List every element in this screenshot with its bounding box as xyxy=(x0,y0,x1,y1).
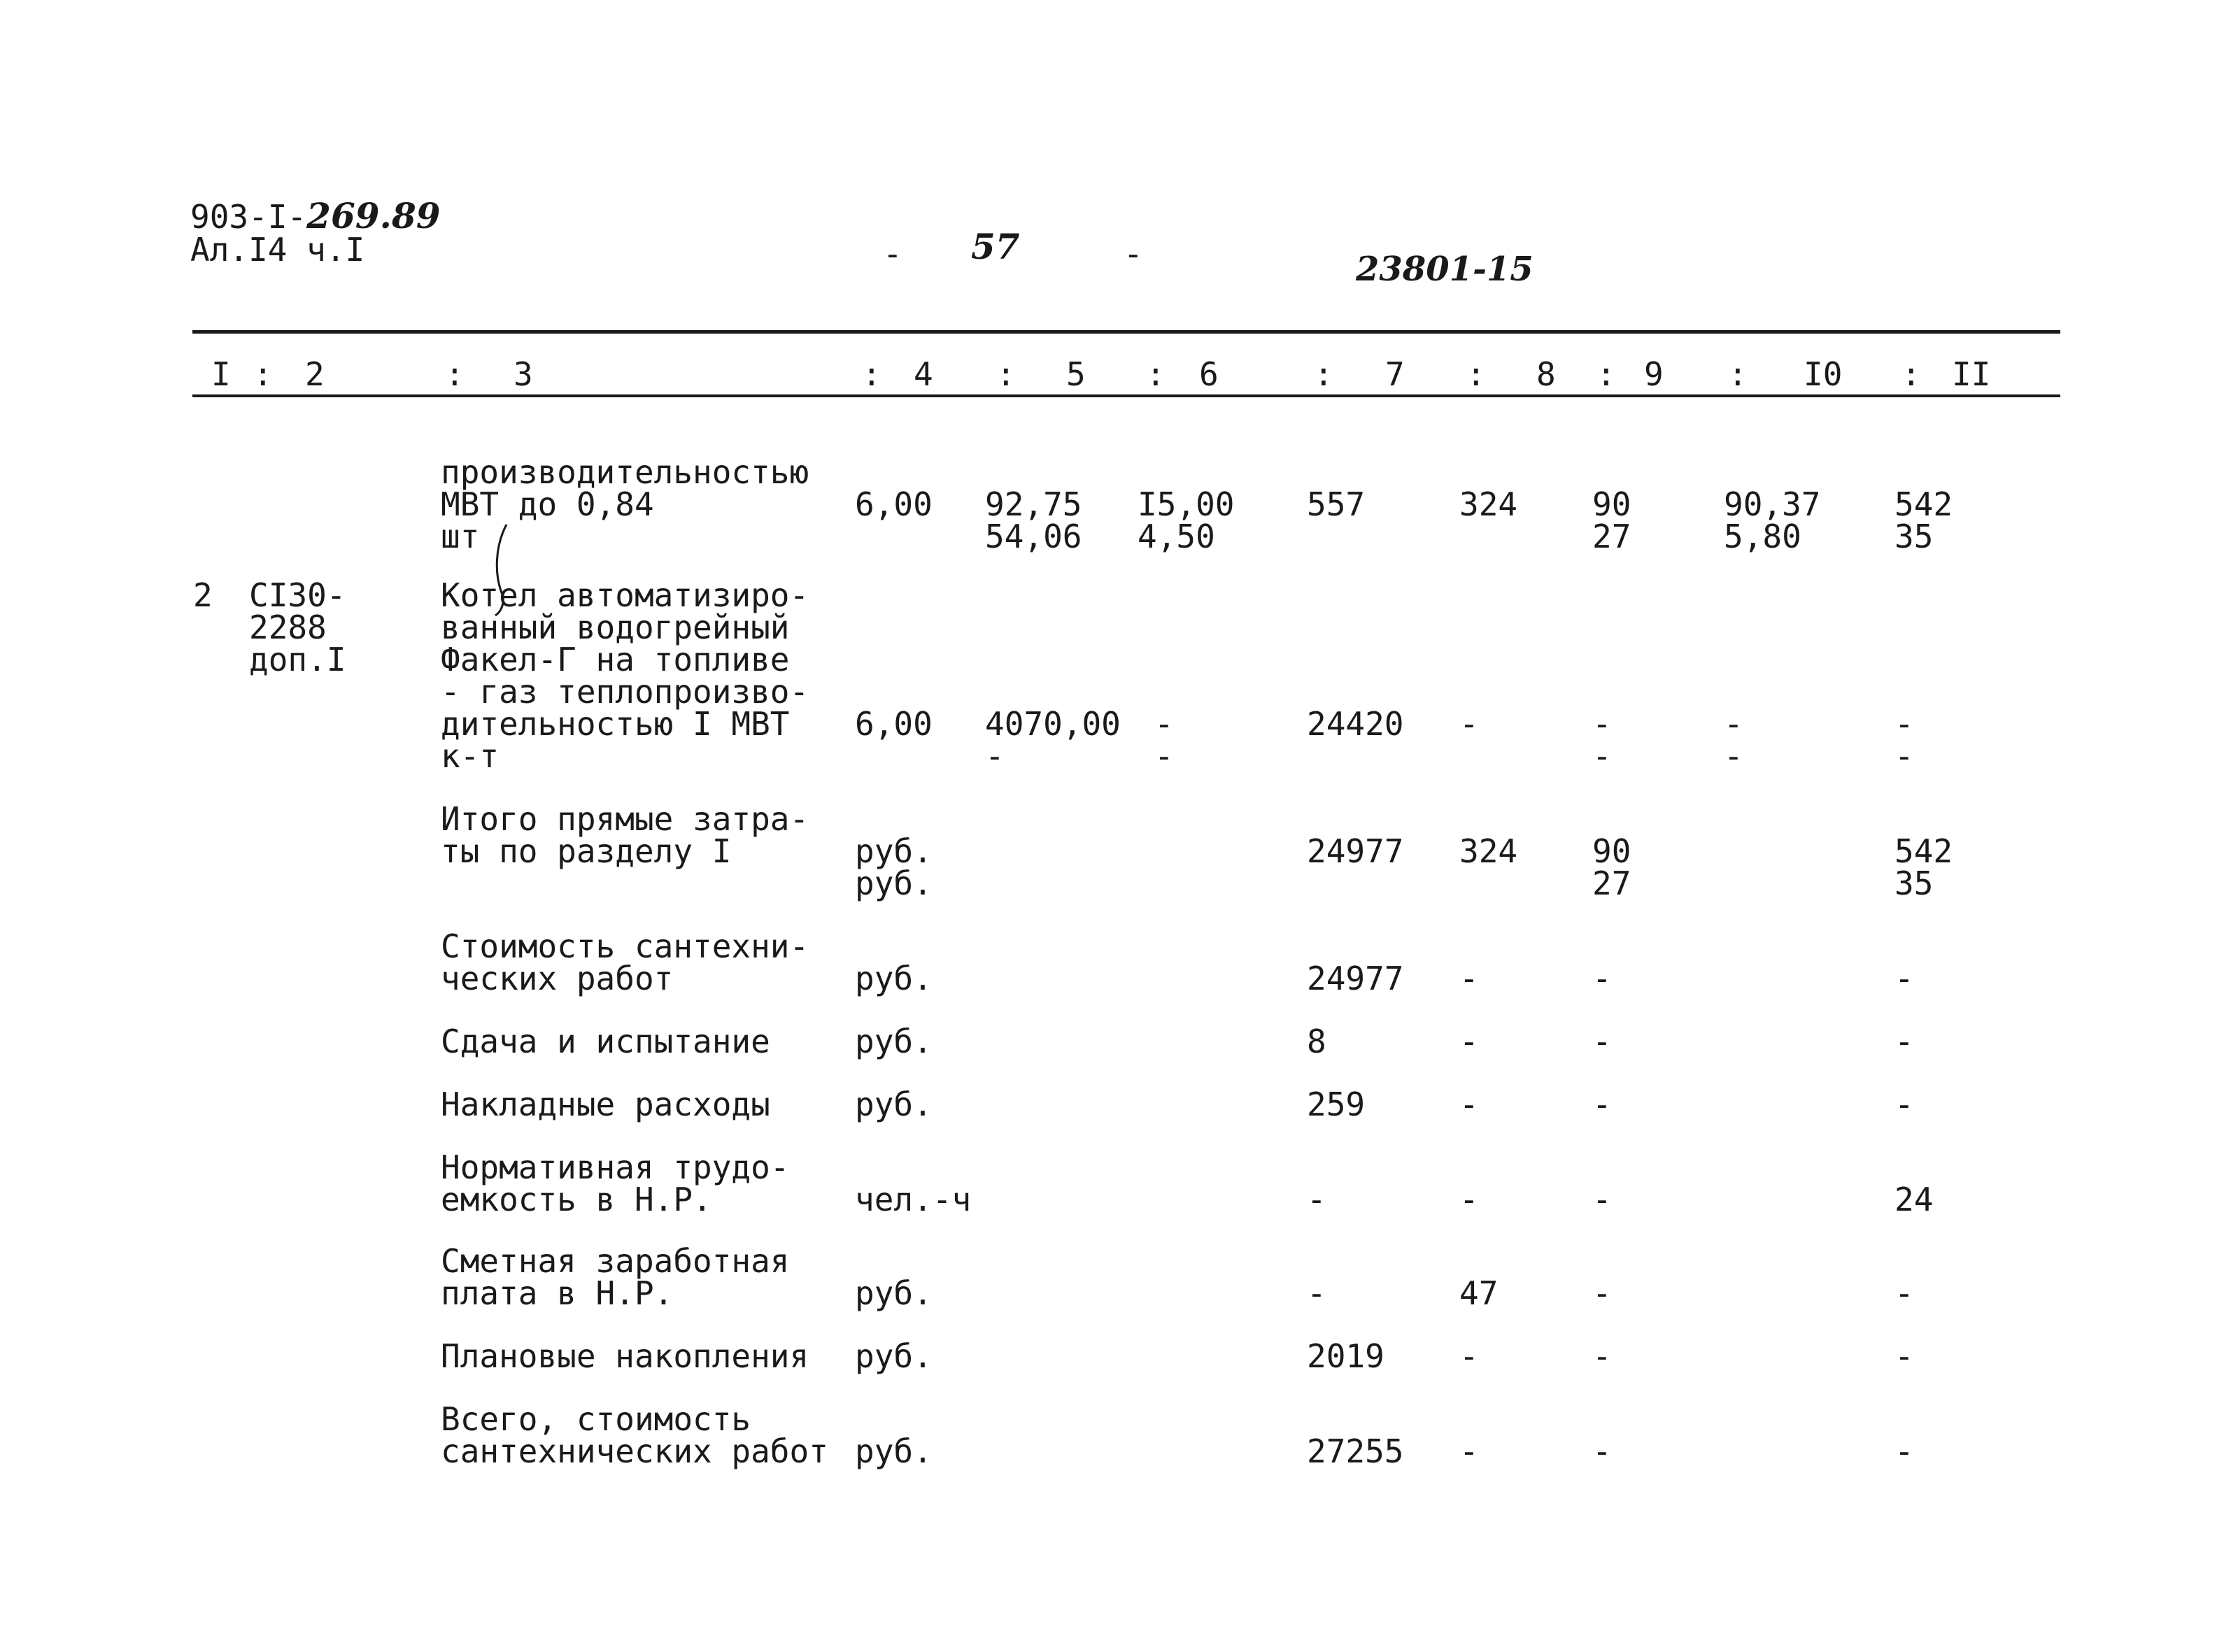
cell-col-8: - xyxy=(1459,960,1479,997)
cell-col-8: 324 xyxy=(1459,832,1518,870)
document-code xyxy=(190,195,441,236)
cell-col-9: - xyxy=(1592,1181,1612,1218)
column-header-rule xyxy=(192,394,2060,397)
cell-col-11: 542 35 xyxy=(1894,485,1953,555)
cell-total-cost: - xyxy=(1307,1274,1326,1312)
cell-unit: руб. xyxy=(855,1432,933,1470)
cell-col-11: - - xyxy=(1894,705,1914,775)
page-dash-left: - xyxy=(883,235,902,273)
cell-col-10: - - xyxy=(1724,705,1743,775)
cell-col-9: 90 27 xyxy=(1592,485,1631,555)
cell-col-9: - xyxy=(1592,1085,1612,1123)
cell-col-9: - - xyxy=(1592,705,1612,775)
col-head-10: I0 xyxy=(1804,355,1843,393)
cell-description: производительностью МВТ до 0,84 шт xyxy=(441,453,809,555)
cell-total-cost: 24977 xyxy=(1307,832,1404,870)
cell-col-8: - xyxy=(1459,1432,1479,1470)
col-head-9: 9 xyxy=(1644,355,1664,393)
col-sep: : xyxy=(996,355,1016,393)
col-head-11: II xyxy=(1952,355,1991,393)
document-code-prefix: 903-I- xyxy=(190,198,307,236)
cell-total-cost: 24977 xyxy=(1307,960,1404,997)
cell-col-11: - xyxy=(1894,1432,1914,1470)
cell-col-9: - xyxy=(1592,1432,1612,1470)
col-sep: : xyxy=(1901,355,1921,393)
cell-col-8: 324 xyxy=(1459,485,1518,523)
cell-quantity: 6,00 xyxy=(855,705,933,743)
cell-col-8: - xyxy=(1459,705,1479,743)
cell-col-11: - xyxy=(1894,1023,1914,1060)
cell-unit: руб. руб. xyxy=(855,832,933,902)
cell-unit-cost: 4070,00 - xyxy=(985,705,1121,775)
col-sep: : xyxy=(1728,355,1748,393)
cell-description: Плановые накопления xyxy=(441,1337,809,1375)
cell-col-11: 24 xyxy=(1894,1181,1934,1218)
col-sep: : xyxy=(1596,355,1616,393)
cell-col-8: - xyxy=(1459,1085,1479,1123)
cell-col-8: 47 xyxy=(1459,1274,1499,1312)
col-sep: : xyxy=(253,355,273,393)
cell-description: Стоимость сантехни- ческих работ xyxy=(441,927,809,997)
col-head-8: 8 xyxy=(1536,355,1556,393)
pen-stroke-mark xyxy=(483,518,525,622)
cell-col-6: - - xyxy=(1154,705,1174,775)
cell-total-cost: 27255 xyxy=(1307,1432,1404,1470)
cell-item-number: 2 xyxy=(193,576,213,614)
cell-description: Итого прямые затра- ты по разделу I xyxy=(441,800,809,870)
col-head-7: 7 xyxy=(1385,355,1405,393)
cell-col-9: - xyxy=(1592,1337,1612,1375)
cell-unit: руб. xyxy=(855,960,933,997)
cell-description: Сметная заработная плата в Н.Р. xyxy=(441,1242,790,1312)
document-code-handwritten: 269.89 xyxy=(306,195,441,236)
col-head-5: 5 xyxy=(1066,355,1086,393)
cell-col-9: - xyxy=(1592,1023,1612,1060)
col-sep: : xyxy=(1314,355,1333,393)
cell-total-cost: 24420 xyxy=(1307,705,1404,743)
col-head-3: 3 xyxy=(514,355,533,393)
cell-description: Накладные расходы xyxy=(441,1085,770,1123)
col-head-1: I xyxy=(211,355,231,393)
cell-description: Нормативная трудо- емкость в Н.Р. xyxy=(441,1148,790,1218)
col-head-2: 2 xyxy=(305,355,325,393)
cell-description: Сдача и испытание xyxy=(441,1023,770,1060)
cell-total-cost: 259 xyxy=(1307,1085,1366,1123)
cell-col-9: 90 27 xyxy=(1592,832,1631,902)
cell-col-9: - xyxy=(1592,960,1612,997)
cell-col-8: - xyxy=(1459,1023,1479,1060)
col-sep: : xyxy=(1146,355,1166,393)
cell-total-cost: 2019 xyxy=(1307,1337,1384,1375)
cell-unit-cost: 92,75 54,06 xyxy=(985,485,1082,555)
cell-unit: руб. xyxy=(855,1274,933,1312)
cell-col-9: - xyxy=(1592,1274,1612,1312)
cell-unit: руб. xyxy=(855,1023,933,1060)
cell-unit: руб. xyxy=(855,1085,933,1123)
cell-unit: руб. xyxy=(855,1337,933,1375)
archive-number: 23801-15 xyxy=(1356,250,1534,289)
page-dash-right: - xyxy=(1124,235,1143,273)
cell-col-8: - xyxy=(1459,1337,1479,1375)
col-sep: : xyxy=(445,355,465,393)
col-sep: : xyxy=(1466,355,1486,393)
page-number: 57 xyxy=(971,226,1020,267)
col-head-4: 4 xyxy=(914,355,933,393)
table-top-rule xyxy=(192,330,2060,334)
cell-col-11: - xyxy=(1894,1274,1914,1312)
cell-total-cost: 557 xyxy=(1307,485,1366,523)
cell-code: CI30- 2288 доп.I xyxy=(249,576,346,678)
cell-col-11: - xyxy=(1894,1337,1914,1375)
cell-col-11: - xyxy=(1894,960,1914,997)
cell-quantity: 6,00 xyxy=(855,485,933,523)
cell-total-cost: - xyxy=(1307,1181,1326,1218)
cell-description: Всего, стоимость сантехнических работ xyxy=(441,1400,828,1470)
col-head-6: 6 xyxy=(1199,355,1219,393)
cell-total-cost: 8 xyxy=(1307,1023,1326,1060)
cell-col-11: - xyxy=(1894,1085,1914,1123)
cell-col-6: I5,00 4,50 xyxy=(1138,485,1235,555)
cell-col-10: 90,37 5,80 xyxy=(1724,485,1821,555)
cell-col-11: 542 35 xyxy=(1894,832,1953,902)
album-line: Ал.I4 ч.I xyxy=(190,231,365,269)
cell-unit: чел.-ч xyxy=(855,1181,972,1218)
cell-description: Котел автоматизиро- ванный водогрейный Факел-Г на топливе - газ теплопроизво- дительностью I МВТ к-т xyxy=(441,576,809,775)
col-sep: : xyxy=(862,355,881,393)
cell-col-8: - xyxy=(1459,1181,1479,1218)
